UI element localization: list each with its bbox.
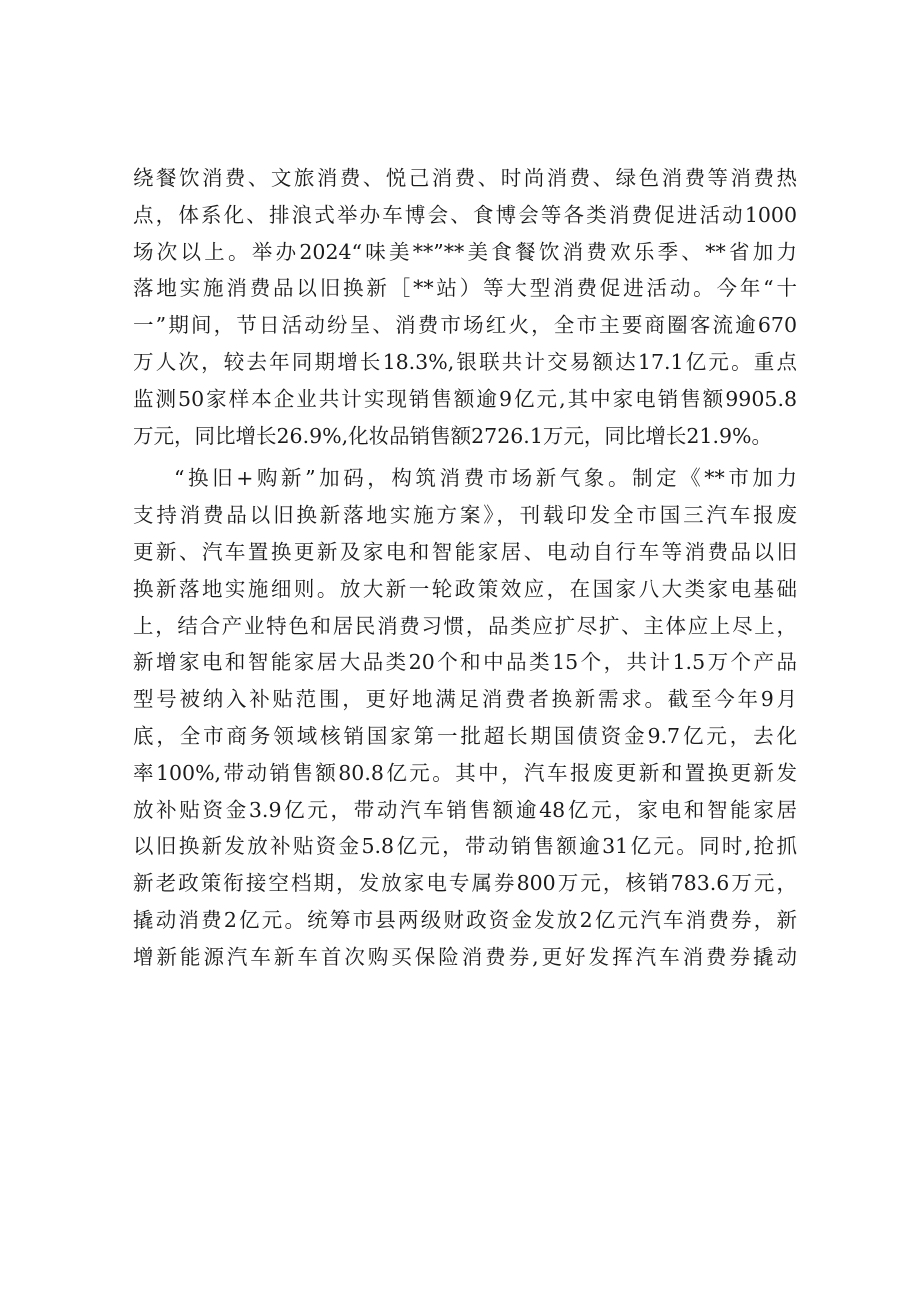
- text-line: 绕餐饮消费、文旅消费、悦己消费、时尚消费、绿色消费等消费热: [133, 166, 797, 190]
- text-line: 率100%,带动销售额80.8亿元。其中，汽车报废更新和置换更新发: [133, 760, 797, 785]
- text-line: 撬动消费2亿元。统筹市县两级财政资金发放2亿元汽车消费券，新: [133, 907, 797, 932]
- text-line: 放补贴资金3.9亿元，带动汽车销售额逾48亿元，家电和智能家居: [133, 797, 797, 822]
- text-line: 底，全市商务领域核销国家第一批超长期国债资金9.7亿元，去化: [133, 723, 797, 748]
- text-line: 落地实施消费品以旧换新［**站）等大型消费促进活动。今年“十: [133, 276, 797, 301]
- text-line: 型号被纳入补贴范围，更好地满足消费者换新需求。截至今年9月: [133, 687, 797, 712]
- text-line: 监测50家样本企业共计实现销售额逾9亿元,其中家电销售额9905.8: [133, 386, 797, 411]
- paragraph-trade-in-policy: [133, 460, 797, 975]
- text-line: 一”期间，节日活动纷呈、消费市场红火，全市主要商圈客流逾670: [133, 313, 797, 338]
- text-line: “换旧+购新”加码，构筑消费市场新气象。制定《**市加力: [174, 466, 797, 491]
- text-line: 增新能源汽车新车首次购买保险消费券,更好发挥汽车消费券撬动: [133, 944, 797, 969]
- text-line: 支持消费品以旧换新落地实施方案》，刊载印发全市国三汽车报废: [133, 503, 797, 528]
- paragraph-consumption-activities: [133, 160, 797, 454]
- text-line: 场次以上。举办2024“味美**”**美食餐饮消费欢乐季、**省加力: [133, 239, 797, 264]
- text-line: 万人次，较去年同期增长18.3%,银联共计交易额达17.1亿元。重点: [133, 349, 797, 374]
- text-line: 以旧换新发放补贴资金5.8亿元，带动销售额逾31亿元。同时,抢抓: [133, 834, 797, 859]
- text-line: 上，结合产业特色和居民消费习惯，品类应扩尽扩、主体应上尽上，: [133, 613, 797, 638]
- text-line: 换新落地实施细则。放大新一轮政策效应，在国家八大类家电基础: [133, 576, 797, 601]
- text-line: 更新、汽车置换更新及家电和智能家居、电动自行车等消费品以旧: [133, 539, 797, 564]
- text-line: 新增家电和智能家居大品类20个和中品类15个，共计1.5万个产品: [133, 650, 797, 675]
- text-line: 万元，同比增长26.9%,化妆品销售额2726.1万元，同比增长21.9%。: [133, 423, 772, 448]
- text-line: 新老政策衔接空档期，发放家电专属券800万元，核销783.6万元，: [133, 871, 797, 896]
- document-body: [133, 160, 797, 976]
- text-line: 点，体系化、排浪式举办车博会、食博会等各类消费促进活动1000: [133, 202, 797, 227]
